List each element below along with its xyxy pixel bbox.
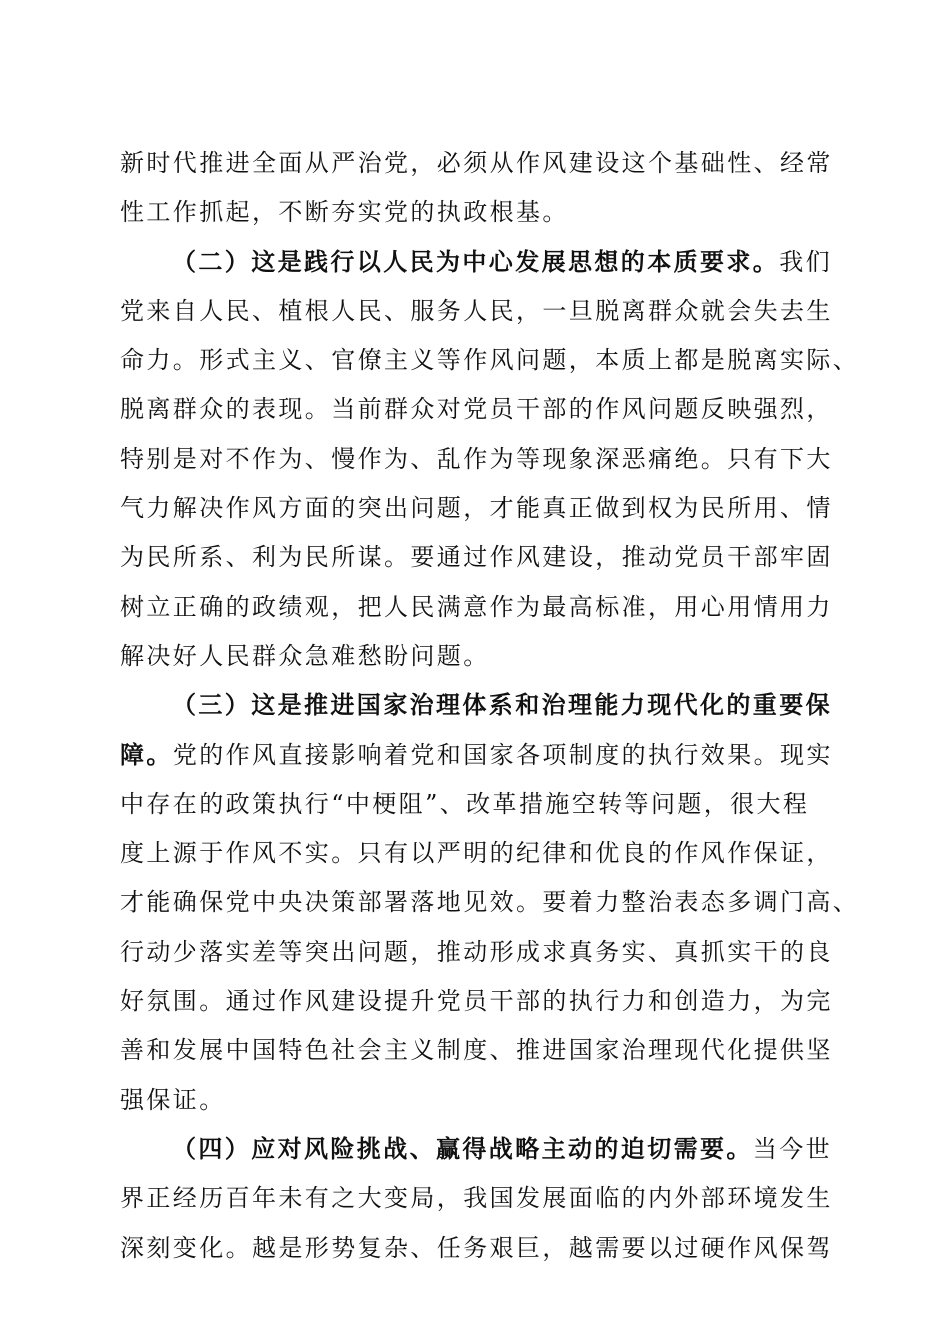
text-line — [120, 631, 840, 680]
text-line — [120, 582, 840, 631]
text-line — [120, 1025, 840, 1074]
line-text: 党来自人民、植根人民、服务人民，一旦脱离群众就会失去生 — [120, 296, 833, 325]
text-line — [120, 286, 840, 335]
text-line — [120, 384, 840, 433]
line-text: 性工作抓起，不断夯实党的执政根基。 — [120, 198, 569, 227]
text-line — [120, 1173, 840, 1222]
line-text: 强保证。 — [120, 1085, 226, 1114]
line-text: 界正经历百年未有之大变局，我国发展面临的内外部环境发生 — [120, 1184, 833, 1213]
line-text: 气力解决作风方面的突出问题，才能真正做到权为民所用、情 — [120, 494, 833, 523]
section-heading: （四）应对风险挑战、赢得战略主动的迫切需要。 — [172, 1133, 753, 1163]
line-text: 当今世 — [752, 1134, 833, 1163]
line-text: 才能确保党中央决策部署落地见效。要着力整治表态多调门高、 — [120, 888, 860, 917]
text-line — [120, 730, 840, 779]
section-heading: （三）这是推进国家治理体系和治理能力现代化的重要保 — [172, 690, 832, 720]
section-heading: （二）这是践行以人民为中心发展思想的本质要求。 — [172, 246, 780, 276]
text-line — [120, 976, 840, 1025]
section-heading-line — [120, 1124, 840, 1173]
text-line — [120, 138, 840, 187]
text-line — [120, 1223, 840, 1272]
section-heading-line — [120, 237, 840, 286]
text-line — [120, 927, 840, 976]
line-text: 好氛围。通过作风建设提升党员干部的执行力和创造力，为完 — [120, 987, 833, 1016]
text-line — [120, 828, 840, 877]
line-text: 命力。形式主义、官僚主义等作风问题，本质上都是脱离实际、 — [120, 346, 860, 375]
line-text: 中存在的政策执行“中梗阻”、改革措施空转等问题，很大程 — [120, 789, 810, 818]
text-line — [120, 877, 860, 926]
text-line — [120, 483, 840, 532]
line-text: 脱离群众的表现。当前群众对党员干部的作风问题反映强烈， — [120, 395, 833, 424]
section-heading-continued: 障。 — [120, 739, 173, 769]
line-text: 善和发展中国特色社会主义制度、推进国家治理现代化提供坚 — [120, 1036, 833, 1065]
text-line — [120, 532, 840, 581]
line-text: 新时代推进全面从严治党，必须从作风建设这个基础性、经常 — [120, 149, 833, 177]
line-text: 行动少落实差等突出问题，推动形成求真务实、真抓实干的良 — [120, 937, 833, 966]
text-line — [120, 335, 860, 384]
text-line — [120, 434, 840, 483]
line-text: 解决好人民群众急难愁盼问题。 — [120, 641, 490, 670]
line-text: 深刻变化。越是形势复杂、任务艰巨，越需要以过硬作风保驾 — [120, 1233, 833, 1262]
text-line — [120, 1075, 840, 1124]
line-text: 党的作风直接影响着党和国家各项制度的执行效果。现实 — [172, 740, 833, 769]
text-line — [120, 779, 840, 828]
section-heading-line — [120, 680, 840, 729]
body-text — [120, 138, 860, 1272]
line-text: 树立正确的政绩观，把人民满意作为最高标准，用心用情用力 — [120, 592, 833, 621]
line-text: 特别是对不作为、慢作为、乱作为等现象深恶痛绝。只有下大 — [120, 444, 833, 473]
text-line — [120, 187, 840, 236]
line-text: 我们 — [779, 247, 833, 276]
line-text: 为民所系、利为民所谋。要通过作风建设，推动党员干部牢固 — [120, 543, 833, 572]
line-text: 度上源于作风不实。只有以严明的纪律和优良的作风作保证， — [120, 839, 833, 868]
